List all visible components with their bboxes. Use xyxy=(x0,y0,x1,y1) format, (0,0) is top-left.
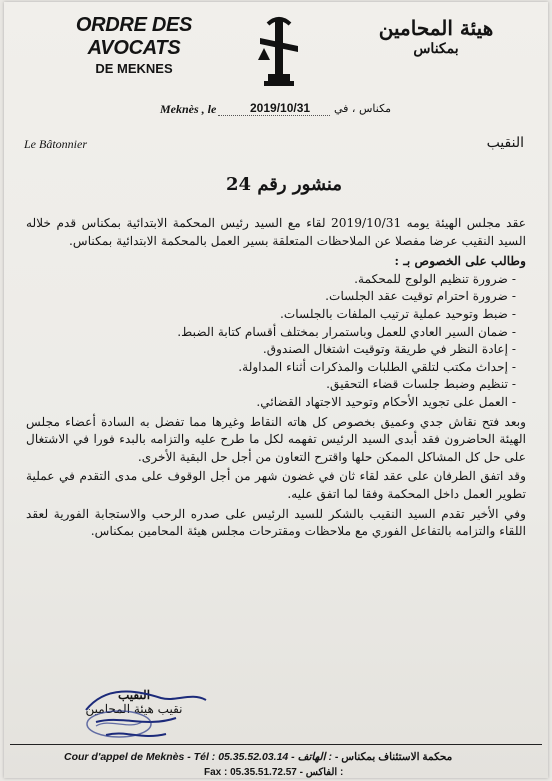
sender-ar: النقيب xyxy=(486,135,524,151)
org-city-ar: بمكناس xyxy=(413,41,459,57)
letter-date: 2019/10/31 xyxy=(250,101,311,115)
list-item: - العمل على تجويد الأحكام وتوحيد الاجتهاد القضائي. xyxy=(256,394,516,409)
demand-heading: وطالب على الخصوص بـ : xyxy=(394,254,526,269)
intro-paragraph: عقد مجلس الهيئة يومه 2019/10/31 لقاء مع السيد رئيس المحكمة الابتدائية بمكناس قدم خلاله السيد النقيب عرضا مفصلا عن الملاحظات المتعلقة بسير العمل بالمحكمة الابتدائية بمكناس. xyxy=(26,216,527,248)
list-item: - ضرورة تنظيم الولوج للمحكمة. xyxy=(354,271,516,286)
date-label-fr: Meknès , le xyxy=(160,102,217,116)
list-item: - إعادة النظر في طريقة وتوقيت اشتغال الصندوق. xyxy=(262,342,516,357)
date-dotted-line xyxy=(218,115,330,116)
footer-address xyxy=(64,751,544,763)
agreement-paragraph: وقد اتفق الطرفان على عقد لقاء ثان في غضون شهر من أجل الوقوف على مدى التقدم في عملية تطوير العمل داخل المحكمة وفقا لما اتفق عليه. xyxy=(26,469,526,501)
footer-divider xyxy=(10,744,542,745)
closing-paragraph: وفي الأخير تقدم السيد النقيب بالشكر للسيد الرئيس على صدره الرحب والاستجابة الفورية لعقد اللقاء والتزامه بالتفاعل الفوري مع ملاحظات ومقترحات مجلس هيئة المحامين بمكناس. xyxy=(26,506,526,539)
discussion-paragraph: وبعد فتح نقاش جدي وعميق بخصوص كل هاته النقاط وغيرها مما تفضل به السادة أعضاء مجلس الهيئة الحاضرون فقد أبدى السيد الرئيس تفهمه لكل ما طرح عليه والتزامه بالبدء فورا في الاشتغال على حل كل المشاكل الممكن حلها واقترح التعاون من أجل حل البقية الأخرى. xyxy=(26,414,526,464)
letter-body xyxy=(26,215,526,541)
scales-of-justice-icon xyxy=(254,12,304,90)
date-label-ar: مكناس ، في xyxy=(334,102,392,115)
signature-block xyxy=(64,688,204,716)
sender-fr: Le Bâtonnier xyxy=(24,137,87,151)
org-name-ar: هيئة المحامين xyxy=(378,16,494,40)
signature-role: نقيب هيئة المحامين xyxy=(85,702,183,716)
org-name-fr: ORDRE DES AVOCATS xyxy=(75,14,193,59)
footer-fax: Fax : 05.35.51.72.57 - الفاكس : xyxy=(204,767,344,778)
list-item: - ضبط وتوحيد عملية ترتيب الملفات بالجلسات. xyxy=(279,306,516,321)
demand-list xyxy=(26,271,526,412)
circular-title: منشور رقم 24 xyxy=(226,174,342,195)
list-item: - إحداث مكتب لتلقي الطلبات والمذكرات أثناء المداولة. xyxy=(238,359,516,374)
list-item: - ضمان السير العادي للعمل وباستمرار بمختلف أقسام كتابة الضبط. xyxy=(177,324,516,339)
header-arabic xyxy=(346,16,526,57)
list-item: - ضرورة احترام توقيت عقد الجلسات. xyxy=(325,289,516,304)
header-french xyxy=(34,14,234,76)
org-city-fr: DE MEKNES xyxy=(95,61,173,76)
signature-title: النقيب xyxy=(117,688,151,702)
footer-ar: محكمة الاستئناف بمكناس - xyxy=(334,751,453,763)
list-item: - تنظيم وضبط جلسات قضاء التحقيق. xyxy=(326,377,516,392)
letter-page xyxy=(4,2,548,778)
footer-fr: Cour d'appel de Meknès - Tél : 05.35.52.03.14 - الهاتف : xyxy=(64,751,332,763)
